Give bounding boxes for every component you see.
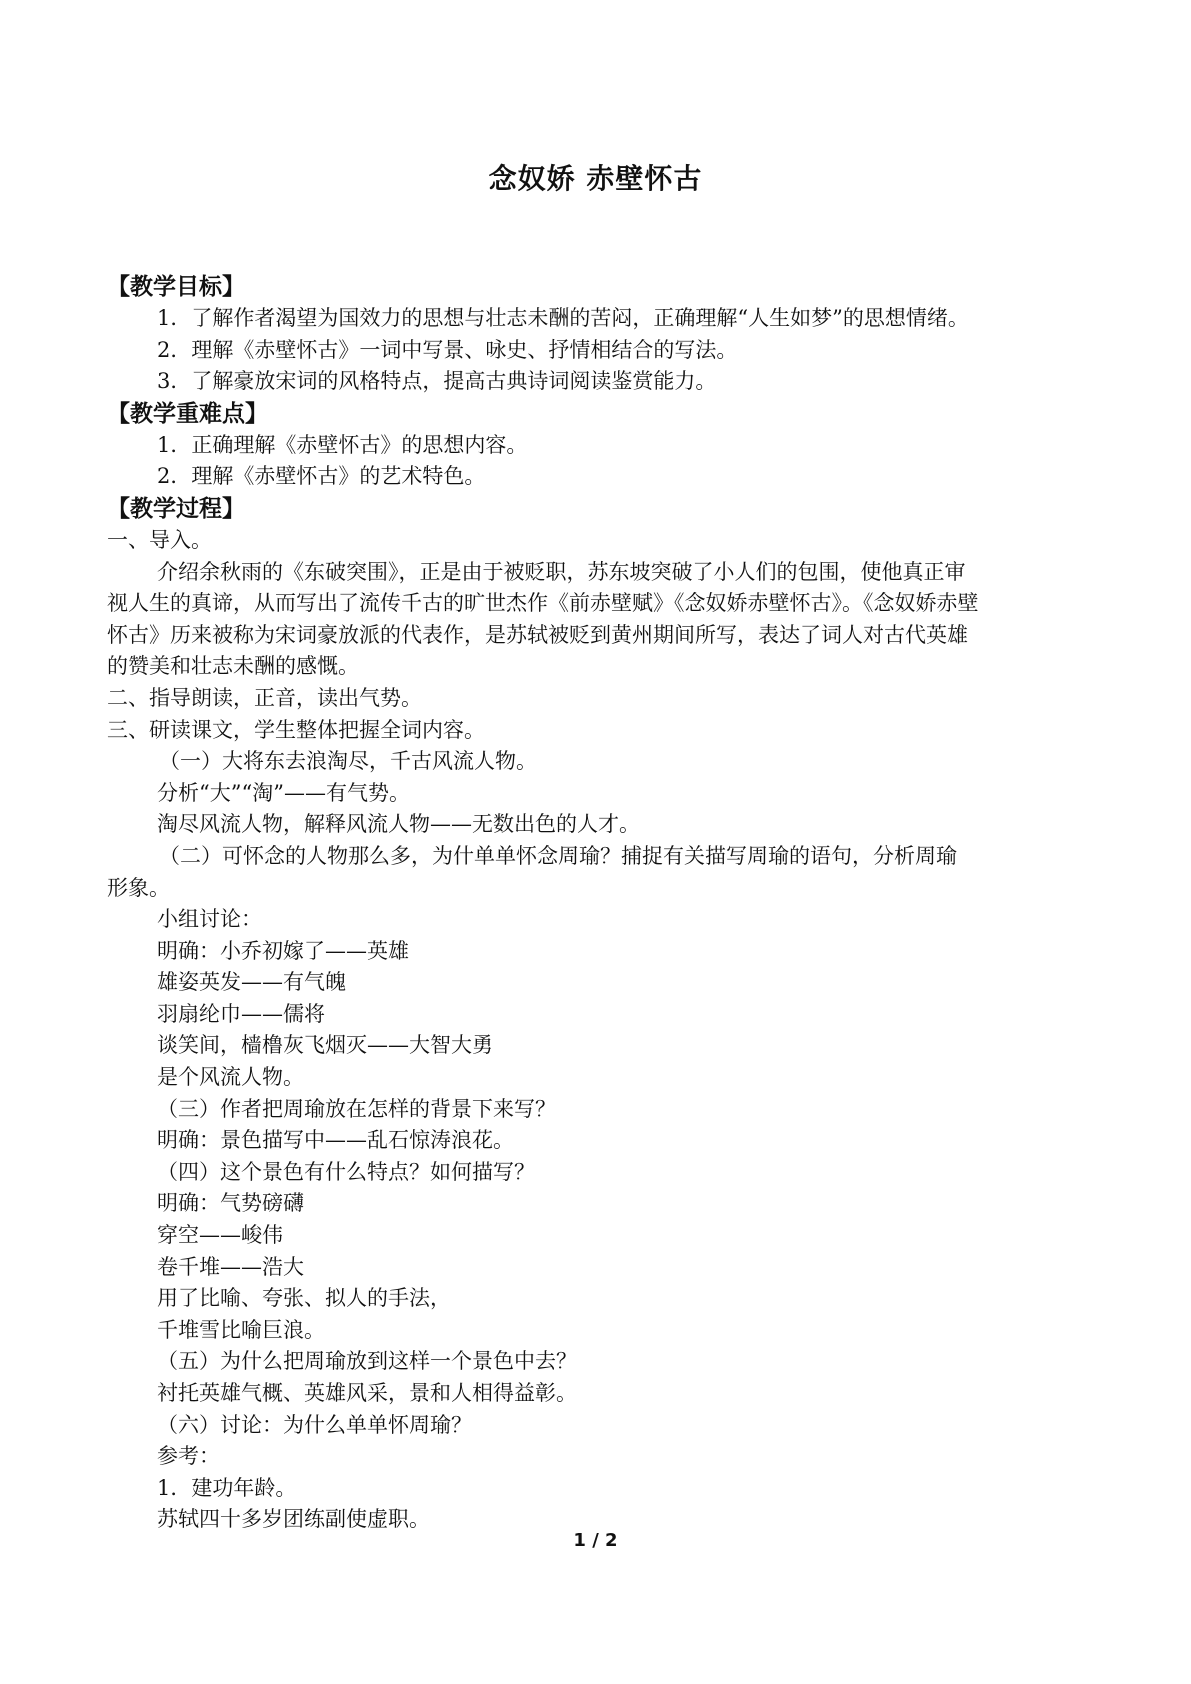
answer-line: 1．建功年龄。 xyxy=(157,1475,297,1500)
question-1-analysis: 分析“大”“淘”——有气势。 xyxy=(157,780,410,805)
intro-paragraph-line: 怀古》历来被称为宋词豪放派的代表作，是苏轼被贬到黄州期间所写，表达了词人对古代英雄 xyxy=(107,622,968,647)
intro-paragraph-line: 的赞美和壮志未酬的感慨。 xyxy=(107,654,359,679)
answer-line: 明确：景色描写中——乱石惊涛浪花。 xyxy=(157,1128,514,1153)
answer-line: （六）讨论：为什么单单怀周瑜？ xyxy=(157,1412,472,1437)
answer-line: 参考： xyxy=(157,1444,220,1469)
section-heading-process: 【教学过程】 xyxy=(107,495,245,522)
document-body xyxy=(107,271,1087,1536)
answer-line: 雄姿英发——有气魄 xyxy=(157,970,346,995)
section-heading-objectives: 【教学目标】 xyxy=(107,274,245,300)
answer-line: （五）为什么把周瑜放到这样一个景色中去？ xyxy=(157,1349,577,1374)
answer-line: 用了比喻、夸张、拟人的手法， xyxy=(157,1286,451,1311)
key-point-item: 1．正确理解《赤壁怀古》的思想内容。 xyxy=(157,432,528,457)
answer-line: 小组讨论： xyxy=(157,907,262,932)
answer-line: 衬托英雄气概、英雄风采，景和人相得益彰。 xyxy=(157,1381,577,1405)
answer-line: 千堆雪比喻巨浪。 xyxy=(157,1317,325,1342)
intro-paragraph-line: 介绍余秋雨的《东破突围》，正是由于被贬职，苏东坡突破了小人们的包围，使他真正审 xyxy=(157,559,966,584)
answer-line: 是个风流人物。 xyxy=(157,1065,304,1090)
objective-item: 2．理解《赤壁怀古》一词中写景、咏史、抒情相结合的写法。 xyxy=(157,337,738,362)
question-2-continued: 形象。 xyxy=(107,875,170,900)
answer-line: 苏轼四十多岁团练副使虚职。 xyxy=(157,1507,430,1532)
objective-item: 3．了解豪放宋词的风格特点，提高古典诗词阅读鉴赏能力。 xyxy=(157,369,717,394)
intro-paragraph-line: 视人生的真谛，从而写出了流传千古的旷世杰作《前赤壁赋》《念奴娇赤壁怀古》。《念奴娇赤壁 xyxy=(107,591,979,616)
key-point-item: 2．理解《赤壁怀古》的艺术特色。 xyxy=(157,464,486,489)
question-2: （二）可怀念的人物那么多，为什单单怀念周瑜？捕捉有关描写周瑜的语句，分析周瑜 xyxy=(159,843,957,868)
question-1-analysis: 淘尽风流人物，解释风流人物——无数出色的人才。 xyxy=(157,812,640,837)
page-title: 念奴娇 赤壁怀古 xyxy=(488,162,703,195)
answer-line: 谈笑间，樯橹灰飞烟灭——大智大勇 xyxy=(157,1033,493,1058)
answer-line: 明确：小乔初嫁了——英雄 xyxy=(157,938,409,963)
answer-line: 羽扇纶巾——儒将 xyxy=(157,1001,325,1026)
answer-line: 穿空——峻伟 xyxy=(157,1223,283,1248)
answer-line: （三）作者把周瑜放在怎样的背景下来写？ xyxy=(157,1096,556,1121)
step-intro-label: 一、导入。 xyxy=(107,527,212,552)
section-heading-key-points: 【教学重难点】 xyxy=(107,400,268,427)
answer-line: 卷千堆——浩大 xyxy=(157,1254,304,1279)
answer-line: 明确：气势磅礴 xyxy=(157,1191,304,1216)
page-number: 1 / 2 xyxy=(573,1530,618,1551)
step-reading: 二、指导朗读，正音，读出气势。 xyxy=(107,685,422,710)
objective-item: 1．了解作者渴望为国效力的思想与壮志未酬的苦闷，正确理解“人生如梦”的思想情绪。 xyxy=(157,306,969,330)
question-1: （一）大将东去浪淘尽，千古风流人物。 xyxy=(159,749,537,774)
step-study: 三、研读课文，学生整体把握全词内容。 xyxy=(107,717,485,742)
answer-line: （四）这个景色有什么特点？如何描写？ xyxy=(157,1159,535,1184)
